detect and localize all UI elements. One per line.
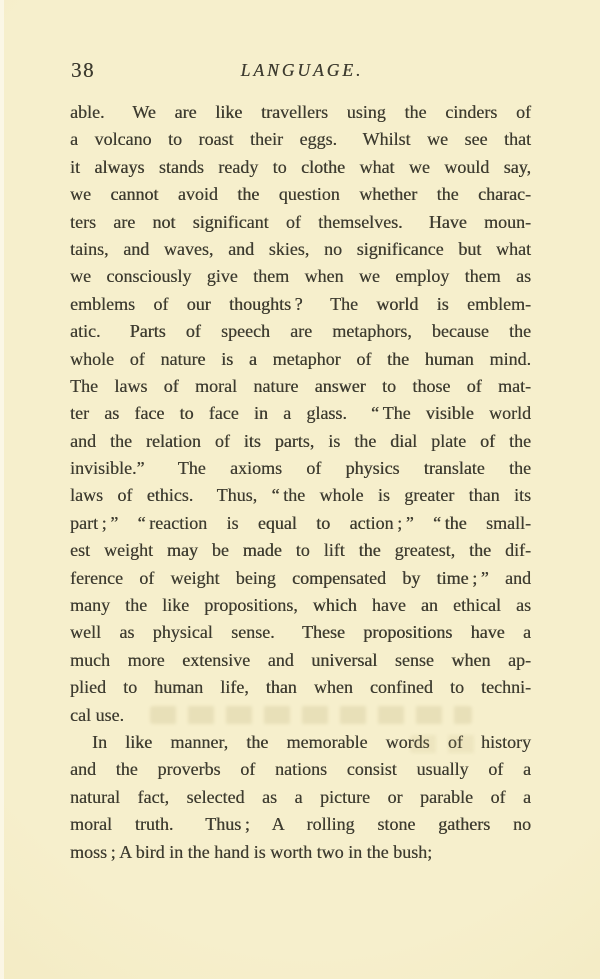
text-line: moss ; A bird in the hand is worth two in the bush;: [70, 841, 433, 862]
text-line: moral truth. Thus ; A rolling stone gathers no: [70, 814, 531, 835]
text-line: natural fact, selected as a picture or parable of a: [70, 786, 531, 807]
text-line: plied to human life, than when confined to techni-: [70, 677, 531, 698]
text-line: a volcano to roast their eggs. Whilst we see that: [70, 129, 531, 150]
text-line: ter as face to face in a glass. “ The visible world: [70, 403, 531, 424]
text-line: est weight may be made to lift the greatest, the dif-: [70, 540, 531, 561]
text-line: cal use.: [70, 704, 124, 725]
text-line: able. We are like travellers using the cinders of: [70, 102, 531, 122]
show-through-ghost: [150, 706, 472, 724]
text-line: ference of weight being compensated by time ; ” and: [70, 567, 531, 588]
text-line: atic. Parts of speech are metaphors, because the: [70, 321, 531, 342]
text-line: ters are not significant of themselves. Have moun-: [70, 211, 531, 232]
paragraph: [70, 99, 531, 729]
text-line: and the proverbs of nations consist usually of a: [70, 759, 531, 780]
text-line: laws of ethics. Thus, “ the whole is greater than its: [70, 485, 531, 506]
text-line: we consciously give them when we employ them as: [70, 266, 531, 287]
show-through-ghost: [410, 735, 480, 753]
page-edge-strip: [0, 0, 4, 979]
text-line: it always stands ready to clothe what we would say,: [70, 156, 531, 177]
text-line: The laws of moral nature answer to those of mat-: [70, 375, 531, 396]
text-line: well as physical sense. These propositions have a: [70, 622, 531, 643]
text-line: whole of nature is a metaphor of the human mind.: [70, 348, 531, 369]
text-line: emblems of our thoughts ? The world is emblem-: [70, 293, 531, 314]
text-line: invisible.” The axioms of physics translate the: [70, 458, 531, 479]
text-line: In like manner, the memorable words of history: [92, 731, 531, 752]
text-line: much more extensive and universal sense when ap-: [70, 649, 531, 670]
text-line: part ; ” “ reaction is equal to action ; ” “ the small-: [70, 512, 531, 533]
text-line: and the relation of its parts, is the dial plate of the: [70, 430, 531, 451]
running-header: LANGUAGE.: [240, 60, 364, 80]
page-number: 38: [71, 58, 95, 82]
text-line: tains, and waves, and skies, no significance but what: [70, 238, 531, 259]
text-line: many the like propositions, which have an ethical as: [70, 595, 531, 616]
text-line: we cannot avoid the question whether the charac-: [70, 184, 531, 205]
